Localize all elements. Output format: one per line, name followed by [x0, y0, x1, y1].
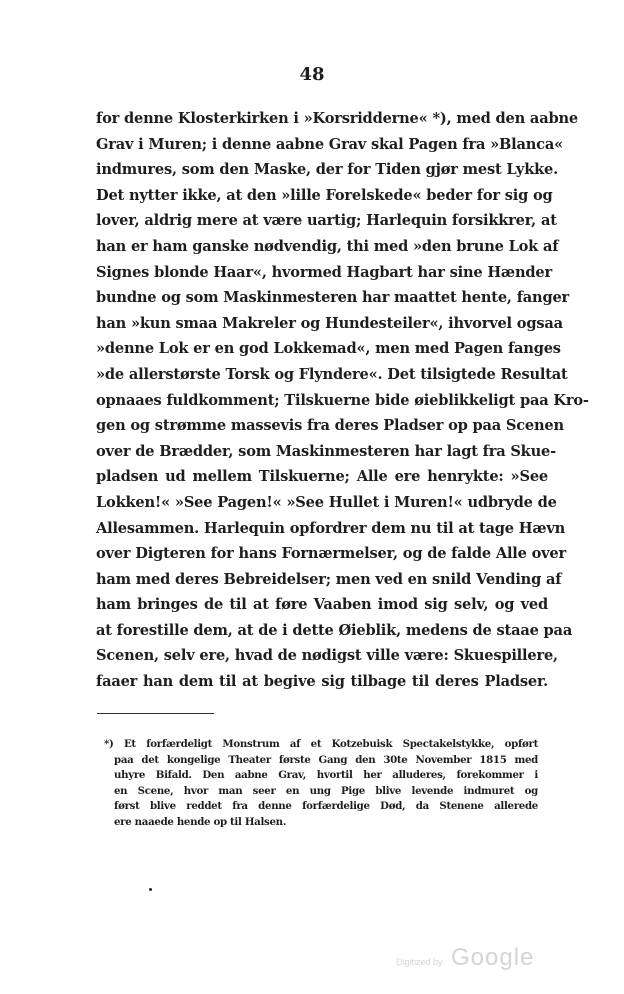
- footnote-line: en Scene, hvor man seer en ung Pige blive levende indmuret og: [114, 784, 538, 797]
- footnote-line: *) Et forfærdeligt Monstrum af et Kotzebuisk Spectakelstykke, opført: [104, 738, 538, 750]
- page-number: 48: [299, 64, 325, 85]
- footnote-line: uhyre Bifald. Den aabne Grav, hvortil her alluderes, forekommer i: [114, 769, 538, 782]
- footnote-rule: [97, 713, 214, 714]
- text-line: Allesammen. Harlequin opfordrer dem nu til at tage Hævn: [96, 519, 566, 537]
- text-line: ham bringes de til at føre Vaaben imod sig selv, og ved: [96, 596, 548, 614]
- watermark-caption: Digitized by: [396, 957, 443, 967]
- text-line: Det nytter ikke, at den »lille Forelskede« beder for sig og: [96, 186, 553, 204]
- footnote-line: ere naaede hende op til Halsen.: [114, 815, 286, 828]
- text-line: gen og strømme massevis fra deres Pladser op paa Scenen: [96, 417, 564, 435]
- text-line: ham med deres Bebreidelser; men ved en snild Vending af: [96, 570, 562, 588]
- text-line: lover, aldrig mere at være uartig; Harlequin forsikkrer, at: [96, 212, 557, 230]
- text-line: bundne og som Maskinmesteren har maattet hente, fanger: [96, 289, 570, 307]
- text-line: han er ham ganske nødvendig, thi med »den brune Lok af: [96, 237, 559, 255]
- footnote-line: paa det kongelige Theater første Gang den 30te November 1815 med: [114, 753, 538, 766]
- footnote: [104, 737, 538, 831]
- digitized-watermark: [396, 944, 534, 972]
- text-line: indmures, som den Maske, der for Tiden gjør mest Lykke.: [96, 161, 558, 179]
- text-line: Lokken!« »See Pagen!« »See Hullet i Muren!« udbryde de: [96, 493, 557, 511]
- ink-speck: [149, 888, 152, 891]
- text-line: faaer han dem til at begive sig tilbage til deres Pladser.: [96, 673, 548, 691]
- text-line: han »kun smaa Makreler og Hundesteiler«, ihvorvel ogsaa: [96, 314, 563, 332]
- text-line: opnaaes fuldkomment; Tilskuerne bide øieblikkeligt paa Kro-: [96, 391, 589, 409]
- text-line: Signes blonde Haar«, hvormed Hagbart har sine Hænder: [96, 263, 552, 281]
- text-line: at forestille dem, at de i dette Øieblik, medens de staae paa: [96, 621, 573, 639]
- google-logo: Google: [450, 944, 535, 971]
- text-line: for denne Klosterkirken i »Korsridderne« *), med den aabne: [96, 110, 578, 127]
- text-line: pladsen ud mellem Tilskuerne; Alle ere henrykte: »See: [96, 468, 548, 486]
- footnote-line: først blive reddet fra denne forfærdelige Død, da Stenene allerede: [114, 800, 538, 813]
- text-line: over Digteren for hans Fornærmelser, og de falde Alle over: [96, 545, 566, 563]
- text-line: Scenen, selv ere, hvad de nødigst ville være: Skuespillere,: [96, 647, 558, 665]
- text-line: »de allerstørste Torsk og Flyndere«. Det tilsigtede Resultat: [96, 365, 568, 383]
- text-line: Grav i Muren; i denne aabne Grav skal Pagen fra »Blanca«: [96, 135, 564, 153]
- body-text: [96, 106, 589, 695]
- text-line: »denne Lok er en god Lokkemad«, men med Pagen fanges: [96, 340, 561, 358]
- text-line: over de Brædder, som Maskinmesteren har lagt fra Skue-: [96, 442, 556, 460]
